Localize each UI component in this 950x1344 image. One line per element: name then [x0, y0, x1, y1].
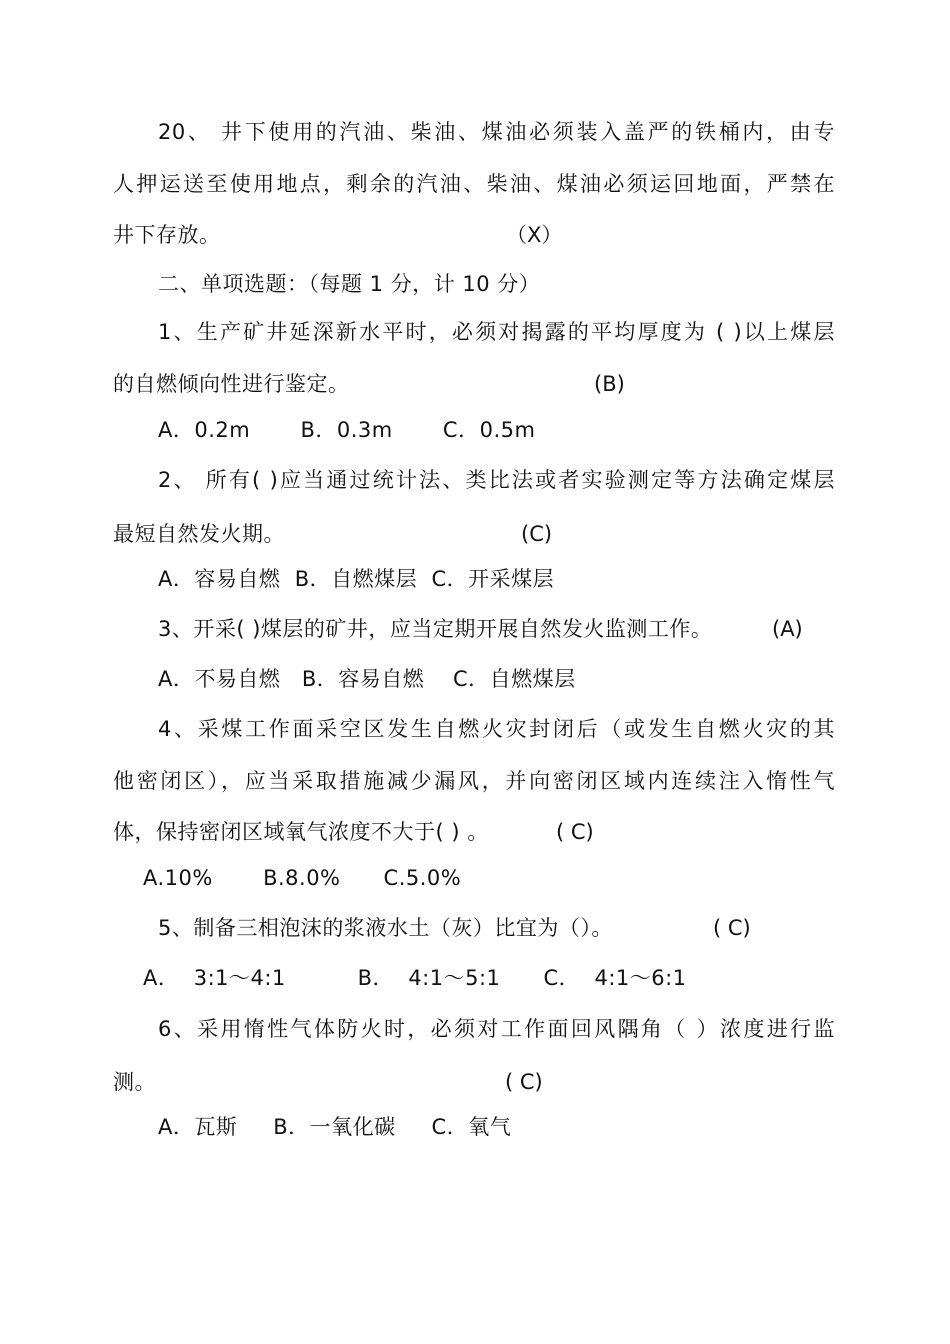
q6-options: A．瓦斯 B．一氧化碳 C．氧气	[158, 1115, 512, 1139]
q1-options: A．0.2m B．0.3m C．0.5m	[158, 418, 536, 442]
q4-answer: ( C)	[556, 820, 594, 844]
section-title: 二、单项选题：（每题 1 分，计 10 分）	[158, 272, 541, 296]
q20-line-1: 20、 井下使用的汽油、柴油、煤油必须装入盖严的铁桶内，由专	[158, 120, 835, 144]
q6-answer: ( C)	[505, 1070, 543, 1094]
q1-answer: (B)	[594, 372, 625, 396]
q1-line-1: 1、生产矿井延深新水平时，必须对揭露的平均厚度为 ( )以上煤层	[158, 320, 835, 344]
q6-line-2: 测。	[113, 1070, 156, 1094]
q4-line-3: 体，保持密闭区域氧气浓度不大于( ) 。	[113, 820, 489, 844]
q5-line-1: 5、制备三相泡沫的浆液水土（灰）比宜为（）。	[158, 916, 613, 940]
q3-answer: (A)	[772, 617, 803, 641]
q6-line-1: 6、采用惰性气体防火时，必须对工作面回风隅角（ ）浓度进行监	[158, 1017, 835, 1041]
q3-options: A．不易自燃 B．容易自燃 C．自燃煤层	[158, 667, 576, 691]
q2-line-1: 2、 所有( )应当通过统计法、类比法或者实验测定等方法确定煤层	[158, 468, 835, 492]
q20-line-2: 人押运送至使用地点，剩余的汽油、柴油、煤油必须运回地面，严禁在	[113, 172, 835, 196]
q2-options: A．容易自燃 B．自燃煤层 C．开采煤层	[158, 567, 555, 591]
q20-line-3: 井下存放。	[113, 223, 221, 247]
q4-options: A.10% B.8.0% C.5.0%	[143, 866, 462, 890]
q1-line-2: 的自燃倾向性进行鉴定。	[113, 372, 350, 396]
q2-answer: (C)	[521, 522, 553, 546]
q4-line-2: 他密闭区），应当采取措施减少漏风，并向密闭区域内连续注入惰性气	[113, 769, 835, 793]
q5-options: A． 3:1～4:1 B． 4:1～5:1 C． 4:1～6:1	[143, 966, 687, 990]
q2-line-2: 最短自然发火期。	[113, 522, 285, 546]
q3-line-1: 3、开采( )煤层的矿井，应当定期开展自然发火监测工作。	[158, 617, 713, 641]
q20-answer: （X）	[506, 223, 563, 247]
q4-line-1: 4、采煤工作面采空区发生自燃火灾封闭后（或发生自燃火灾的其	[158, 717, 835, 741]
q5-answer: ( C)	[713, 916, 751, 940]
